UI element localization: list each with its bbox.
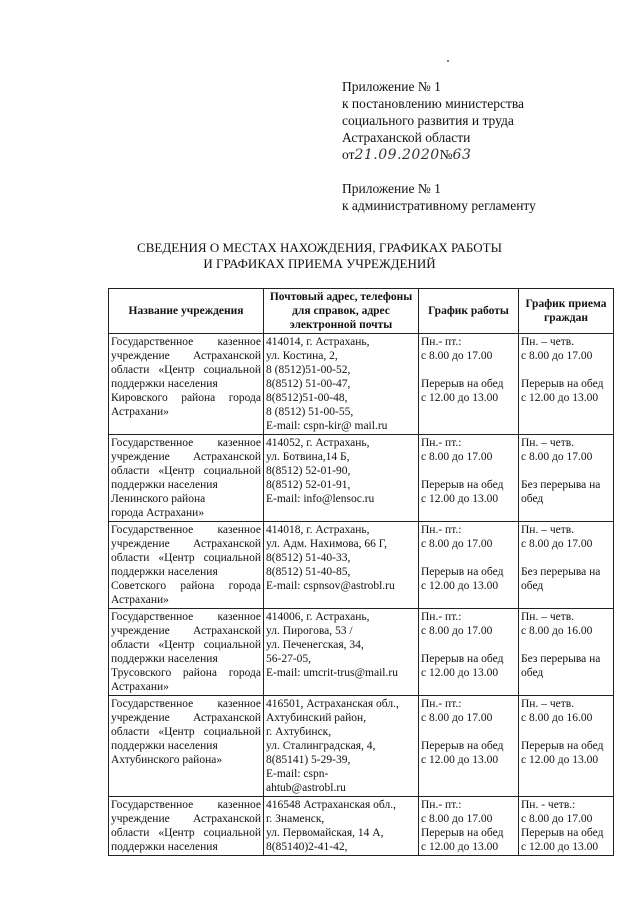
appendix-line: Приложение № 1 — [342, 181, 441, 196]
cell-line: с 8.00 до 16.00 — [521, 712, 593, 724]
column-header-name: Название учреждения — [109, 289, 264, 334]
institution-name-cell — [109, 334, 264, 435]
cell-line: Без перерыва на обед — [521, 653, 601, 679]
table-row — [109, 797, 614, 856]
cell-line: E-mail: cspnsov@astrobl.ru — [266, 580, 395, 592]
table-row — [109, 435, 614, 522]
cell-line: Пн.- пт.: — [421, 524, 462, 536]
cell-line: Пн.- пт.: — [421, 611, 462, 623]
cell-line: с 8.00 до 16.00 — [521, 625, 593, 637]
work-schedule-cell — [419, 797, 519, 856]
cell-line: ул. Сталинградская, 4, — [266, 740, 376, 752]
cell-line: Без перерыва на обед — [521, 566, 601, 592]
cell-spacer — [421, 363, 516, 377]
work-schedule-cell — [419, 696, 519, 797]
table-row — [109, 696, 614, 797]
cell-line: 416548 Астраханская обл., — [266, 799, 396, 811]
cell-line: 8(8512)51-00-48, — [266, 392, 348, 404]
column-header-work-schedule: График работы — [419, 289, 519, 334]
cell-line: с 12.00 до 13.00 — [421, 392, 499, 404]
cell-line: 56-27-05, — [266, 653, 312, 665]
cell-line: с 8.00 до 17.00 — [421, 712, 493, 724]
cell-line: Пн.- пт.: — [421, 698, 462, 710]
cell-line: E-mail: cspn-kir@ mail.ru — [266, 420, 388, 432]
cell-line: 414014, г. Астрахань, — [266, 336, 370, 348]
cell-line: г. Знаменск, — [266, 813, 325, 825]
reception-schedule-cell — [519, 797, 614, 856]
cell-line: Пн. – четв. — [521, 336, 575, 348]
address-cell — [264, 797, 419, 856]
cell-line: Советского района города Астрахани» — [111, 580, 261, 606]
cell-line: Ленинского района — [111, 493, 206, 505]
reception-schedule-cell — [519, 435, 614, 522]
address-cell — [264, 696, 419, 797]
institution-name-cell — [109, 435, 264, 522]
cell-line: Без перерыва на обед — [521, 479, 601, 505]
reception-schedule-cell — [519, 609, 614, 696]
appendix-block-resolution — [342, 78, 524, 164]
cell-line: Пн.- пт.: — [421, 437, 462, 449]
reception-schedule-cell — [519, 334, 614, 435]
work-schedule-cell — [419, 522, 519, 609]
institution-name-cell — [109, 522, 264, 609]
appendix-line: к административному регламенту — [342, 198, 536, 213]
cell-line: с 8.00 до 17.00 — [421, 625, 493, 637]
cell-line: ул. Ботвина,14 Б, — [266, 451, 350, 463]
cell-spacer — [521, 551, 611, 565]
scan-speck — [447, 60, 449, 62]
cell-line: Пн. – четв. — [521, 698, 575, 710]
table-row — [109, 334, 614, 435]
table-header-row — [109, 289, 614, 334]
work-schedule-cell — [419, 609, 519, 696]
appendix-line: Приложение № 1 — [342, 79, 441, 94]
cell-line: Перерыв на обед — [421, 566, 504, 578]
cell-spacer — [521, 363, 611, 377]
appendix-line: социального развития и труда — [342, 113, 514, 128]
cell-line: Пн. – четв. — [521, 437, 575, 449]
cell-line: Государственное казенное учреждение Астраханской области «Центр социальной поддержки населения — [111, 698, 261, 752]
appendix-line: к постановлению министерства — [342, 96, 525, 111]
cell-line: 8(8512) 51-40-33, — [266, 552, 351, 564]
cell-line: с 12.00 до 13.00 — [521, 392, 599, 404]
address-cell — [264, 435, 419, 522]
cell-line: ул. Адм. Нахимова, 66 Г, — [266, 538, 387, 550]
cell-line: Пн.- пт.: — [421, 799, 462, 811]
cell-line: E-mail: info@lensoc.ru — [266, 493, 375, 505]
cell-line: 8(8512) 52-01-90, — [266, 465, 351, 477]
cell-line: с 8.00 до 17.00 — [521, 350, 593, 362]
cell-line: Пн. – четв. — [521, 611, 575, 623]
address-cell — [264, 334, 419, 435]
cell-spacer — [421, 551, 516, 565]
cell-line: Государственное казенное учреждение Астраханской области «Центр социальной поддержки населения — [111, 524, 261, 578]
appendix-block-regulation — [342, 180, 536, 214]
reception-schedule-cell — [519, 522, 614, 609]
cell-line: Государственное казенное учреждение Астраханской области «Центр социальной поддержки населения — [111, 611, 261, 665]
cell-line: Ахтубинский район, — [266, 712, 367, 724]
work-schedule-cell — [419, 334, 519, 435]
cell-line: 8(85141) 5-29-39, — [266, 754, 351, 766]
table-row — [109, 522, 614, 609]
column-header-reception-schedule: График приема граждан — [519, 289, 614, 334]
institutions-table — [108, 288, 614, 856]
cell-line: города Астрахани» — [111, 507, 205, 519]
cell-line: ул. Печенегская, 34, — [266, 639, 364, 651]
cell-line: с 12.00 до 13.00 — [421, 493, 499, 505]
cell-line: с 8.00 до 17.00 — [421, 350, 493, 362]
cell-line: ул. Первомайская, 14 А, — [266, 827, 384, 839]
cell-line: 8 (8512) 51-00-55, — [266, 406, 354, 418]
table-body — [109, 334, 614, 856]
cell-line: Перерыв на обед — [421, 653, 504, 665]
reception-schedule-cell — [519, 696, 614, 797]
cell-line: Государственное казенное учреждение Астраханской области «Центр социальной поддержки населения — [111, 336, 261, 390]
institution-name-cell — [109, 609, 264, 696]
cell-line: Ахтубинского района» — [111, 754, 223, 766]
table-row — [109, 609, 614, 696]
cell-line: с 8.00 до 17.00 — [421, 538, 493, 550]
cell-line: 8(8512) 51-40-85, — [266, 566, 351, 578]
cell-line: ул. Пирогова, 53 / — [266, 625, 353, 637]
cell-spacer — [421, 464, 516, 478]
cell-line: Трусовского района города Астрахани» — [111, 667, 261, 693]
cell-line: с 12.00 до 13.00 — [421, 667, 499, 679]
cell-line: Кировского района города Астрахани» — [111, 392, 261, 418]
cell-line: с 8.00 до 17.00 — [521, 451, 593, 463]
date-prefix: от — [342, 147, 355, 162]
cell-line: Перерыв на обед — [521, 378, 604, 390]
cell-line: E-mail: umcrit-trus@mail.ru — [266, 667, 398, 679]
cell-line: Перерыв на обед — [521, 827, 604, 839]
cell-line: ahtub@astrobl.ru — [266, 782, 346, 794]
cell-line: 414006, г. Астрахань, — [266, 611, 370, 623]
document-title — [0, 240, 639, 272]
cell-line: с 12.00 до 13.00 — [421, 841, 499, 853]
cell-line: Пн.- пт.: — [421, 336, 462, 348]
cell-line: 414052, г. Астрахань, — [266, 437, 370, 449]
cell-line: Перерыв на обед — [421, 827, 504, 839]
cell-line: 414018, г. Астрахань, — [266, 524, 370, 536]
cell-line: с 12.00 до 13.00 — [521, 841, 599, 853]
cell-line: Перерыв на обед — [421, 479, 504, 491]
handwritten-date: 21.09.2020 — [354, 147, 440, 163]
cell-line: г. Ахтубинск, — [266, 726, 332, 738]
cell-line: ул. Костина, 2, — [266, 350, 338, 362]
cell-line: Пн. - четв.: — [521, 799, 576, 811]
address-cell — [264, 522, 419, 609]
work-schedule-cell — [419, 435, 519, 522]
institution-name-cell — [109, 797, 264, 856]
cell-line: с 8.00 до 17.00 — [421, 813, 493, 825]
cell-line: Пн. – четв. — [521, 524, 575, 536]
cell-line: с 8.00 до 17.00 — [421, 451, 493, 463]
cell-line: E-mail: cspn- — [266, 768, 329, 780]
cell-spacer — [421, 638, 516, 652]
cell-line: Государственное казенное учреждение Астраханской области «Центр социальной поддержки населения — [111, 437, 261, 491]
cell-spacer — [421, 725, 516, 739]
cell-line: Перерыв на обед — [421, 740, 504, 752]
column-header-address: Почтовый адрес, телефоны для справок, адрес электронной почты — [264, 289, 419, 334]
title-line: СВЕДЕНИЯ О МЕСТАХ НАХОЖДЕНИЯ, ГРАФИКАХ РАБОТЫ — [137, 240, 502, 255]
cell-line: с 8.00 до 17.00 — [521, 813, 593, 825]
cell-spacer — [521, 638, 611, 652]
handwritten-number: 63 — [452, 147, 472, 163]
cell-spacer — [521, 725, 611, 739]
cell-line: Перерыв на обед — [421, 378, 504, 390]
institution-name-cell — [109, 696, 264, 797]
cell-line: 8 (8512)51-00-52, — [266, 364, 351, 376]
cell-line: с 12.00 до 13.00 — [421, 754, 499, 766]
cell-line: с 12.00 до 13.00 — [521, 754, 599, 766]
cell-line: Перерыв на обед — [521, 740, 604, 752]
cell-line: 416501, Астраханская обл., — [266, 698, 399, 710]
cell-line: 8(8512) 52-01-91, — [266, 479, 351, 491]
appendix-line: Астраханской области — [342, 130, 471, 145]
cell-line: 8(85140)2-41-42, — [266, 841, 348, 853]
address-cell — [264, 609, 419, 696]
cell-line: Государственное казенное учреждение Астраханской области «Центр социальной поддержки населения — [111, 799, 261, 853]
title-line: И ГРАФИКАХ ПРИЕМА УЧРЕЖДЕНИЙ — [203, 256, 436, 271]
cell-line: с 12.00 до 13.00 — [421, 580, 499, 592]
number-prefix: № — [439, 147, 453, 162]
cell-line: с 8.00 до 17.00 — [521, 538, 593, 550]
appendix-date-line — [342, 146, 524, 164]
cell-spacer — [521, 464, 611, 478]
cell-line: 8(8512) 51-00-47, — [266, 378, 351, 390]
